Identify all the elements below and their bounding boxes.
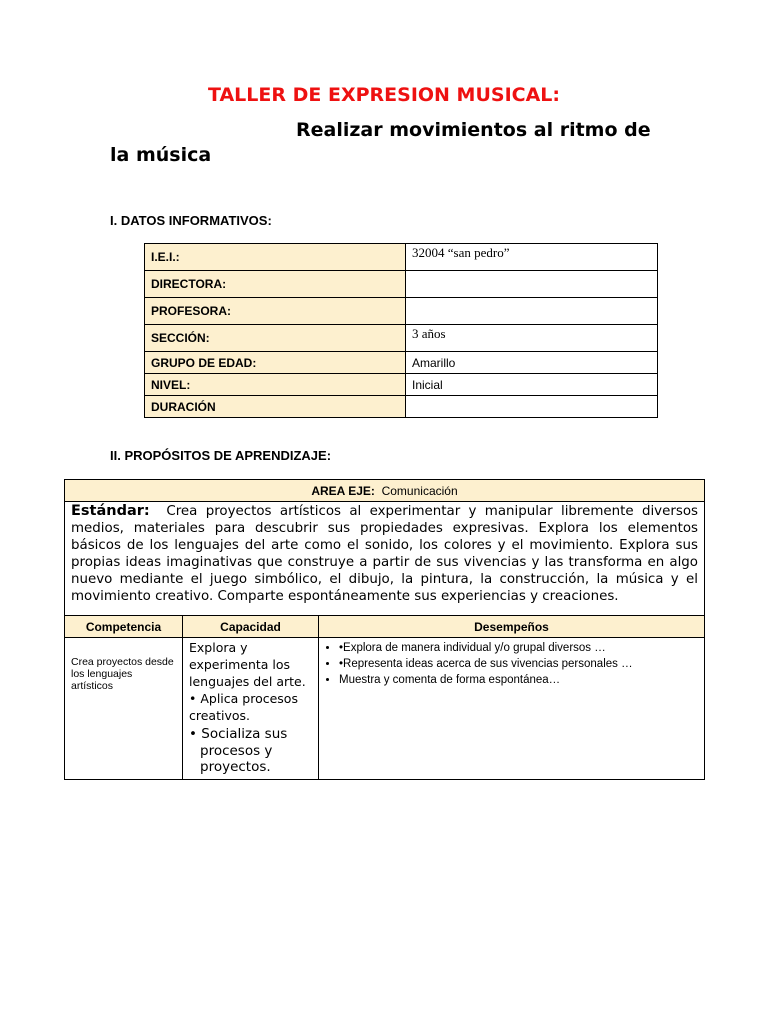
info-table xyxy=(144,243,658,418)
capacidad-item-3 xyxy=(189,726,312,776)
desempeno-item: • •Representa ideas acerca de sus vivencias personales … xyxy=(339,656,700,672)
estandar-text: Crea proyectos artísticos al experimentar y manipular libremente diversos medios, materiales para descubrir sus propiedades expresivas. Explora los elementos básicos de los lenguajes del arte como el sonido, los colores y el movimiento. Explora sus propias ideas imaginativas que construye a partir de sus vivencias y las transforma en algo nuevo mediante el juego simbólico, el dibujo, la pintura, la construcción, la música y el movimiento creativo. Comparte espontáneamente sus experiencias y creaciones. xyxy=(71,504,698,604)
directora-label: DIRECTORA: xyxy=(145,271,406,298)
content-row xyxy=(65,638,705,780)
grupo-label: GRUPO DE EDAD: xyxy=(145,352,406,374)
desempeno-item: • Muestra y comenta de forma espontánea… xyxy=(339,672,700,688)
section-heading-propositos: II. PROPÓSITOS DE APRENDIZAJE: xyxy=(110,448,332,463)
propositos-table xyxy=(64,479,705,780)
capacidad-header: Capacidad xyxy=(183,616,319,638)
desempenos-header: Desempeños xyxy=(319,616,705,638)
nivel-label: NIVEL: xyxy=(145,374,406,396)
duracion-value xyxy=(406,396,658,418)
document-subtitle: Realizar movimientos al ritmo de la música xyxy=(110,119,651,166)
profesora-value xyxy=(406,298,658,325)
seccion-value: 3 años xyxy=(406,325,658,352)
iei-value: 32004 “san pedro” xyxy=(406,244,658,271)
capacidad-item-2: • Aplica procesos creativos. xyxy=(189,691,298,723)
info-row-iei xyxy=(145,244,658,271)
document-title: TALLER DE EXPRESION MUSICAL: xyxy=(207,84,561,106)
desempeno-item: • •Explora de manera individual y/o grupal diversos … xyxy=(339,640,700,656)
capacidad-item-1: Explora y experimenta los lenguajes del arte. xyxy=(189,640,306,689)
capacidad-cell xyxy=(183,638,319,780)
info-row-profesora xyxy=(145,298,658,325)
profesora-label: PROFESORA: xyxy=(145,298,406,325)
nivel-value: Inicial xyxy=(406,374,658,396)
directora-value xyxy=(406,271,658,298)
grupo-value: Amarillo xyxy=(406,352,658,374)
estandar-row xyxy=(65,502,705,616)
estandar-label: Estándar: xyxy=(71,503,150,519)
area-cell xyxy=(65,480,705,502)
area-label: AREA EJE: xyxy=(311,483,375,498)
desempenos-list xyxy=(323,640,700,688)
estandar-cell xyxy=(65,502,705,616)
info-row-duracion xyxy=(145,396,658,418)
header-row xyxy=(65,616,705,638)
seccion-label: SECCIÓN: xyxy=(145,325,406,352)
duracion-label: DURACIÓN xyxy=(145,396,406,418)
iei-label: I.E.I.: xyxy=(145,244,406,271)
info-row-directora xyxy=(145,271,658,298)
info-row-nivel xyxy=(145,374,658,396)
capacidad-item-3-rest: procesos y proyectos. xyxy=(200,742,273,775)
competencia-header: Competencia xyxy=(65,616,183,638)
info-row-grupo xyxy=(145,352,658,374)
area-row xyxy=(65,480,705,502)
info-row-seccion xyxy=(145,325,658,352)
competencia-cell: Crea proyectos desde los lenguajes artísticos xyxy=(65,638,183,780)
section-heading-datos: I. DATOS INFORMATIVOS: xyxy=(110,213,272,228)
desempenos-cell xyxy=(319,638,705,780)
area-value: Comunicación xyxy=(381,483,458,498)
capacidad-item-3-first: • Socializa sus xyxy=(189,726,288,742)
